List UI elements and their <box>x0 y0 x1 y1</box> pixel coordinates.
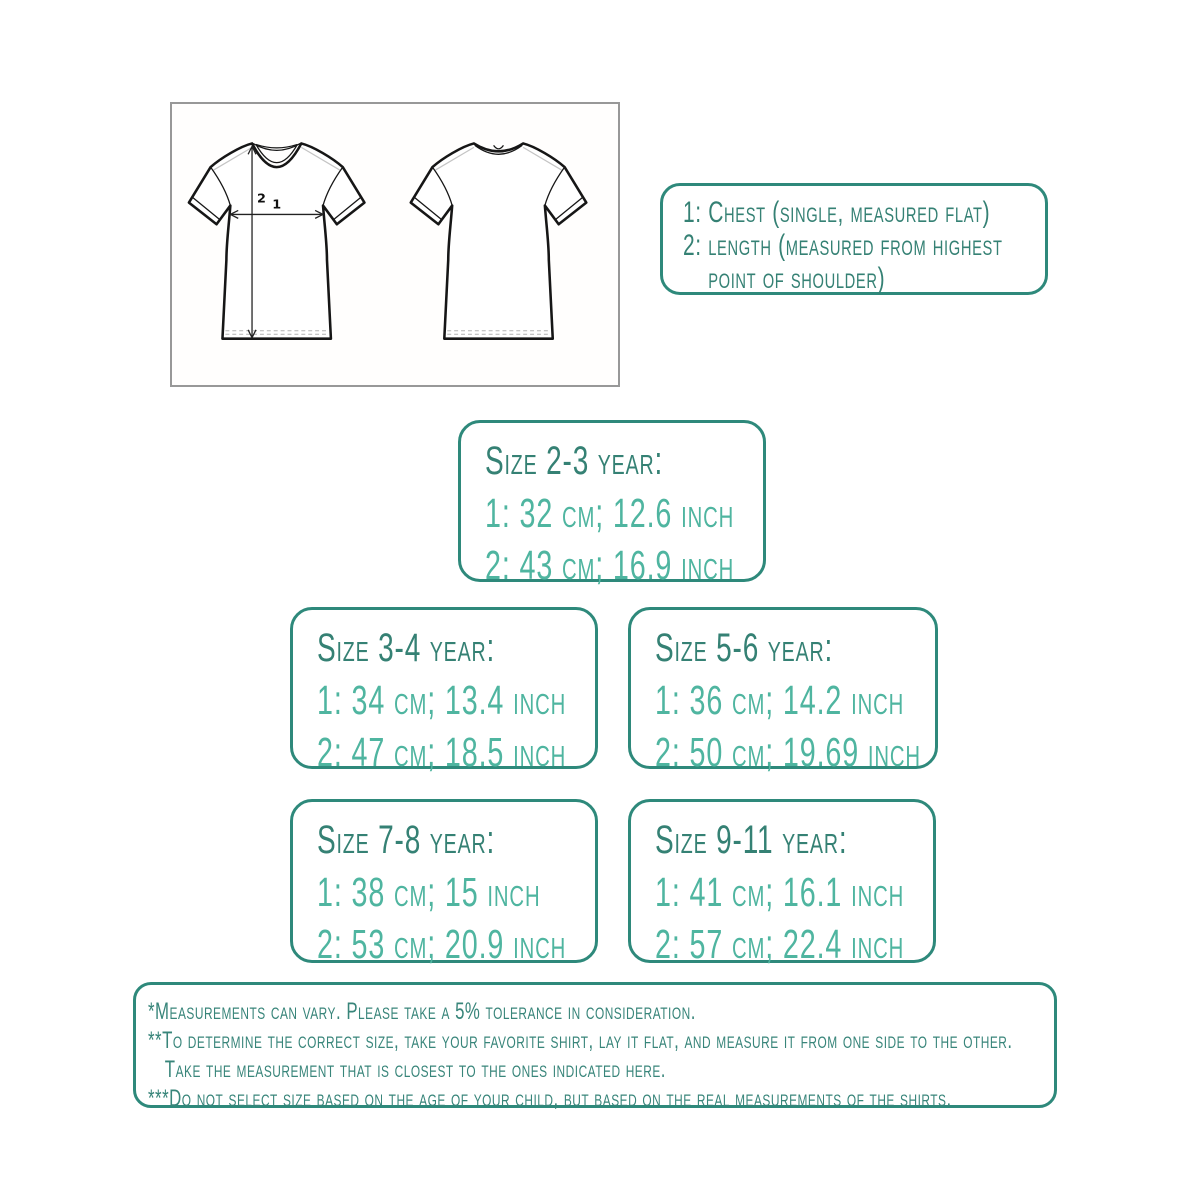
chest-measurement: 1: 41 cm; 16.1 inch <box>655 869 905 915</box>
legend-chest-line: 1: Chest (single, measured flat) <box>683 196 991 229</box>
length-measurement: 2: 57 cm; 22.4 inch <box>655 921 905 967</box>
chest-measurement: 1: 34 cm; 13.4 inch <box>317 677 567 723</box>
size-box-2-3-year <box>458 420 766 588</box>
tshirt-diagram-frame <box>170 102 620 387</box>
length-measurement: 2: 47 cm; 18.5 inch <box>317 729 567 775</box>
note-how-to-measure-cont: Take the measurement that is closest to the ones indicated here. <box>164 1056 666 1083</box>
note-tolerance: *Measurements can vary. Please take a 5% tolerance in consideration. <box>148 998 696 1025</box>
size-title: Size 3-4 year: <box>317 626 496 670</box>
length-measurement: 2: 53 cm; 20.9 inch <box>317 921 567 967</box>
chest-measurement: 1: 36 cm; 14.2 inch <box>655 677 905 723</box>
notes-box <box>133 982 1057 1112</box>
note-age-warning: ***Do not select size based on the age of your child, but based on the real measurements of the shirts. <box>148 1085 952 1112</box>
tshirt-sketch <box>172 104 618 385</box>
size-box-5-6-year <box>628 607 938 775</box>
length-measurement: 2: 50 cm; 19.69 inch <box>655 729 921 775</box>
size-box-3-4-year <box>290 607 598 775</box>
legend-length-line: 2: length (measured from highest <box>683 229 1003 262</box>
size-box-7-8-year <box>290 799 598 967</box>
note-how-to-measure: **To determine the correct size, take your favorite shirt, lay it flat, and measure it from one side to the other. <box>148 1027 1013 1054</box>
size-title: Size 7-8 year: <box>317 818 496 862</box>
size-title: Size 9-11 year: <box>655 818 848 862</box>
legend-length-line-cont: point of shoulder) <box>708 262 886 295</box>
size-title: Size 5-6 year: <box>655 626 834 670</box>
chest-measurement: 1: 32 cm; 12.6 inch <box>485 490 735 536</box>
chest-label: 1 <box>272 197 282 213</box>
size-title: Size 2-3 year: <box>485 439 664 483</box>
measurement-legend-box <box>660 183 1048 295</box>
chest-measurement: 1: 38 cm; 15 inch <box>317 869 541 915</box>
length-measurement: 2: 43 cm; 16.9 inch <box>485 542 735 588</box>
size-box-9-11-year <box>628 799 936 967</box>
tshirt-back-sketch <box>411 143 587 338</box>
length-label: 2 <box>256 191 266 207</box>
tshirt-front-sketch <box>189 143 365 338</box>
